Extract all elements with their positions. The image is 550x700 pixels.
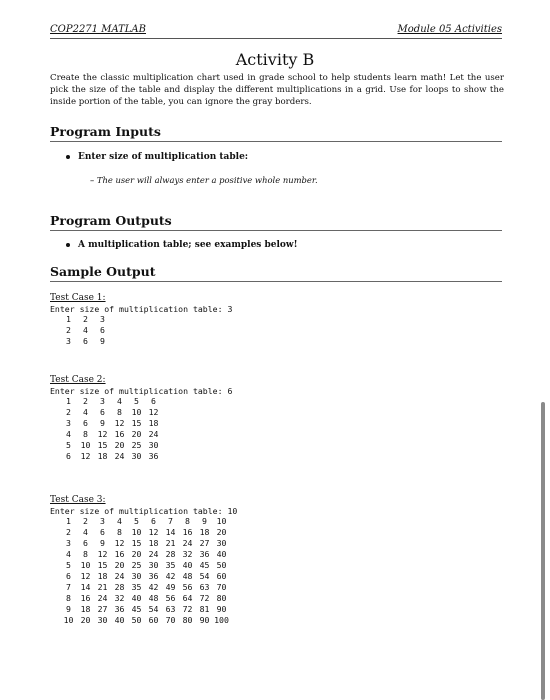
table-cell: 63 (199, 582, 210, 592)
outputs-heading: Program Outputs (50, 213, 502, 231)
table-row (60, 560, 230, 571)
table-cell: 70 (165, 615, 176, 625)
table-cell: 6 (83, 418, 88, 428)
table-cell: 25 (131, 560, 142, 570)
table-cell: 2 (83, 314, 88, 324)
table-cell: 63 (165, 604, 176, 614)
table-cell: 27 (97, 604, 108, 614)
table-row (60, 451, 162, 462)
table-cell: 21 (165, 538, 176, 548)
table-cell: 90 (199, 615, 210, 625)
table-cell: 8 (117, 407, 122, 417)
table-row (60, 418, 162, 429)
table-cell: 50 (216, 560, 227, 570)
table-cell: 6 (100, 527, 105, 537)
table-cell: 8 (66, 593, 71, 603)
table-cell: 9 (100, 418, 105, 428)
table-cell: 8 (185, 516, 190, 526)
table-cell: 54 (148, 604, 159, 614)
table-cell: 10 (216, 516, 227, 526)
table-cell: 48 (182, 571, 193, 581)
table-cell: 32 (114, 593, 125, 603)
table-cell: 10 (131, 527, 142, 537)
table-cell: 8 (83, 549, 88, 559)
table-cell: 15 (131, 418, 142, 428)
test-case-3 (50, 495, 237, 626)
activity-title: Activity B (235, 50, 315, 69)
table-cell: 3 (100, 314, 105, 324)
table-row (60, 429, 162, 440)
table-cell: 10 (80, 440, 91, 450)
inputs-note: – The user will always enter a positive whole number. (90, 175, 318, 185)
table-cell: 9 (202, 516, 207, 526)
table-cell: 5 (134, 396, 139, 406)
table-cell: 2 (66, 325, 71, 335)
table-cell: 50 (131, 615, 142, 625)
inputs-bullet-text: Enter size of multiplication table: (78, 152, 249, 162)
table-cell: 90 (216, 604, 227, 614)
table-cell: 6 (151, 396, 156, 406)
outputs-bullet-text: A multiplication table; see examples below! (78, 240, 298, 250)
table-cell: 45 (199, 560, 210, 570)
table-row (60, 396, 162, 407)
table-cell: 60 (216, 571, 227, 581)
table-cell: 30 (97, 615, 108, 625)
table-cell: 20 (216, 527, 227, 537)
table-cell: 20 (114, 440, 125, 450)
table-cell: 3 (66, 418, 71, 428)
table-row (60, 325, 111, 336)
table-cell: 5 (134, 516, 139, 526)
table-cell: 6 (66, 451, 71, 461)
table-row (60, 549, 230, 560)
multiplication-table (60, 314, 111, 347)
table-cell: 24 (97, 593, 108, 603)
test-case-prompt: Enter size of multiplication table: 10 (50, 506, 238, 516)
table-cell: 4 (117, 396, 122, 406)
table-cell: 70 (216, 582, 227, 592)
table-cell: 24 (182, 538, 193, 548)
table-cell: 9 (100, 538, 105, 548)
test-case-label: Test Case 1: (50, 293, 106, 303)
table-cell: 20 (131, 549, 142, 559)
table-cell: 4 (66, 549, 71, 559)
table-cell: 72 (199, 593, 210, 603)
table-cell: 35 (131, 582, 142, 592)
test-case-1 (50, 293, 232, 347)
table-cell: 27 (199, 538, 210, 548)
table-cell: 12 (148, 527, 159, 537)
inputs-note-text: The user will always enter a positive whole number. (96, 175, 318, 185)
table-cell: 2 (83, 516, 88, 526)
table-cell: 40 (216, 549, 227, 559)
table-cell: 12 (114, 538, 125, 548)
table-cell: 24 (114, 451, 125, 461)
table-row (60, 593, 230, 604)
table-cell: 25 (131, 440, 142, 450)
table-cell: 6 (100, 325, 105, 335)
table-cell: 48 (148, 593, 159, 603)
table-cell: 18 (148, 538, 159, 548)
table-cell: 20 (80, 615, 91, 625)
table-cell: 2 (66, 527, 71, 537)
table-cell: 16 (114, 549, 125, 559)
table-cell: 6 (83, 336, 88, 346)
table-cell: 6 (66, 571, 71, 581)
table-cell: 3 (100, 396, 105, 406)
table-cell: 6 (83, 538, 88, 548)
table-cell: 7 (66, 582, 71, 592)
scrollbar-thumb[interactable] (541, 402, 545, 700)
table-cell: 1 (66, 314, 71, 324)
table-cell: 72 (182, 604, 193, 614)
header-module: Module 05 Activities (397, 24, 502, 35)
table-cell: 12 (148, 407, 159, 417)
outputs-bullet (66, 240, 298, 250)
header-course: COP2271 MATLAB (50, 24, 147, 35)
table-cell: 9 (100, 336, 105, 346)
table-cell: 10 (80, 560, 91, 570)
test-case-prompt: Enter size of multiplication table: 6 (50, 386, 233, 396)
table-cell: 30 (148, 440, 159, 450)
table-cell: 3 (100, 516, 105, 526)
table-cell: 24 (114, 571, 125, 581)
table-cell: 24 (148, 429, 159, 439)
table-cell: 60 (148, 615, 159, 625)
bullet-icon (66, 243, 70, 247)
table-cell: 18 (80, 604, 91, 614)
table-cell: 1 (66, 516, 71, 526)
table-cell: 12 (97, 429, 108, 439)
multiplication-table (60, 516, 230, 626)
table-cell: 15 (131, 538, 142, 548)
table-cell: 45 (131, 604, 142, 614)
table-cell: 7 (168, 516, 173, 526)
test-case-prompt: Enter size of multiplication table: 3 (50, 304, 233, 314)
table-cell: 12 (80, 451, 91, 461)
table-cell: 16 (80, 593, 91, 603)
multiplication-table (60, 396, 162, 462)
table-cell: 3 (66, 336, 71, 346)
table-cell: 49 (165, 582, 176, 592)
table-cell: 4 (83, 325, 88, 335)
table-cell: 18 (97, 571, 108, 581)
table-cell: 30 (148, 560, 159, 570)
table-cell: 28 (114, 582, 125, 592)
table-cell: 30 (131, 451, 142, 461)
table-cell: 5 (66, 560, 71, 570)
table-cell: 36 (148, 451, 159, 461)
table-cell: 15 (97, 440, 108, 450)
table-cell: 20 (114, 560, 125, 570)
table-cell: 5 (66, 440, 71, 450)
table-cell: 3 (66, 538, 71, 548)
table-cell: 1 (66, 396, 71, 406)
table-cell: 24 (148, 549, 159, 559)
table-cell: 16 (114, 429, 125, 439)
table-row (60, 615, 230, 626)
table-row (60, 407, 162, 418)
table-cell: 14 (80, 582, 91, 592)
table-cell: 40 (131, 593, 142, 603)
sample-heading: Sample Output (50, 264, 502, 282)
table-cell: 100 (214, 615, 229, 625)
table-cell: 42 (148, 582, 159, 592)
test-case-label: Test Case 3: (50, 495, 106, 505)
table-cell: 2 (66, 407, 71, 417)
table-cell: 12 (80, 571, 91, 581)
table-cell: 80 (216, 593, 227, 603)
table-cell: 8 (117, 527, 122, 537)
table-cell: 14 (165, 527, 176, 537)
bullet-icon (66, 155, 70, 159)
table-cell: 18 (199, 527, 210, 537)
page-header (50, 22, 502, 39)
table-cell: 40 (114, 615, 125, 625)
table-cell: 4 (83, 407, 88, 417)
activity-description: Create the classic multiplication chart used in grade school to help students learn math! Let the user pick the size of the table and display the different multiplications in a grid. Use for loops to show the inside portion of the table, you can ignore the gray borders. (50, 73, 504, 107)
table-cell: 9 (66, 604, 71, 614)
inputs-bullet (66, 152, 248, 162)
table-cell: 42 (165, 571, 176, 581)
table-cell: 4 (83, 527, 88, 537)
table-cell: 64 (182, 593, 193, 603)
table-cell: 35 (165, 560, 176, 570)
table-cell: 54 (199, 571, 210, 581)
table-cell: 8 (83, 429, 88, 439)
table-cell: 20 (131, 429, 142, 439)
table-row (60, 538, 230, 549)
table-row (60, 314, 111, 325)
table-cell: 21 (97, 582, 108, 592)
table-cell: 18 (148, 418, 159, 428)
table-row (60, 336, 111, 347)
table-cell: 18 (97, 451, 108, 461)
table-cell: 30 (216, 538, 227, 548)
table-cell: 10 (131, 407, 142, 417)
table-cell: 4 (66, 429, 71, 439)
table-cell: 40 (182, 560, 193, 570)
table-row (60, 527, 230, 538)
table-cell: 10 (63, 615, 74, 625)
table-row (60, 571, 230, 582)
table-cell: 2 (83, 396, 88, 406)
table-row (60, 582, 230, 593)
table-row (60, 440, 162, 451)
table-cell: 6 (151, 516, 156, 526)
table-row (60, 604, 230, 615)
table-cell: 12 (97, 549, 108, 559)
table-cell: 28 (165, 549, 176, 559)
table-cell: 16 (182, 527, 193, 537)
table-cell: 6 (100, 407, 105, 417)
table-cell: 80 (182, 615, 193, 625)
table-cell: 32 (182, 549, 193, 559)
table-cell: 36 (199, 549, 210, 559)
table-cell: 81 (199, 604, 210, 614)
table-cell: 15 (97, 560, 108, 570)
table-cell: 56 (165, 593, 176, 603)
table-cell: 30 (131, 571, 142, 581)
table-cell: 36 (148, 571, 159, 581)
test-case-2 (50, 375, 232, 462)
table-cell: 56 (182, 582, 193, 592)
test-case-label: Test Case 2: (50, 375, 106, 385)
inputs-heading: Program Inputs (50, 124, 502, 142)
table-cell: 12 (114, 418, 125, 428)
table-cell: 4 (117, 516, 122, 526)
table-cell: 36 (114, 604, 125, 614)
table-row (60, 516, 230, 527)
